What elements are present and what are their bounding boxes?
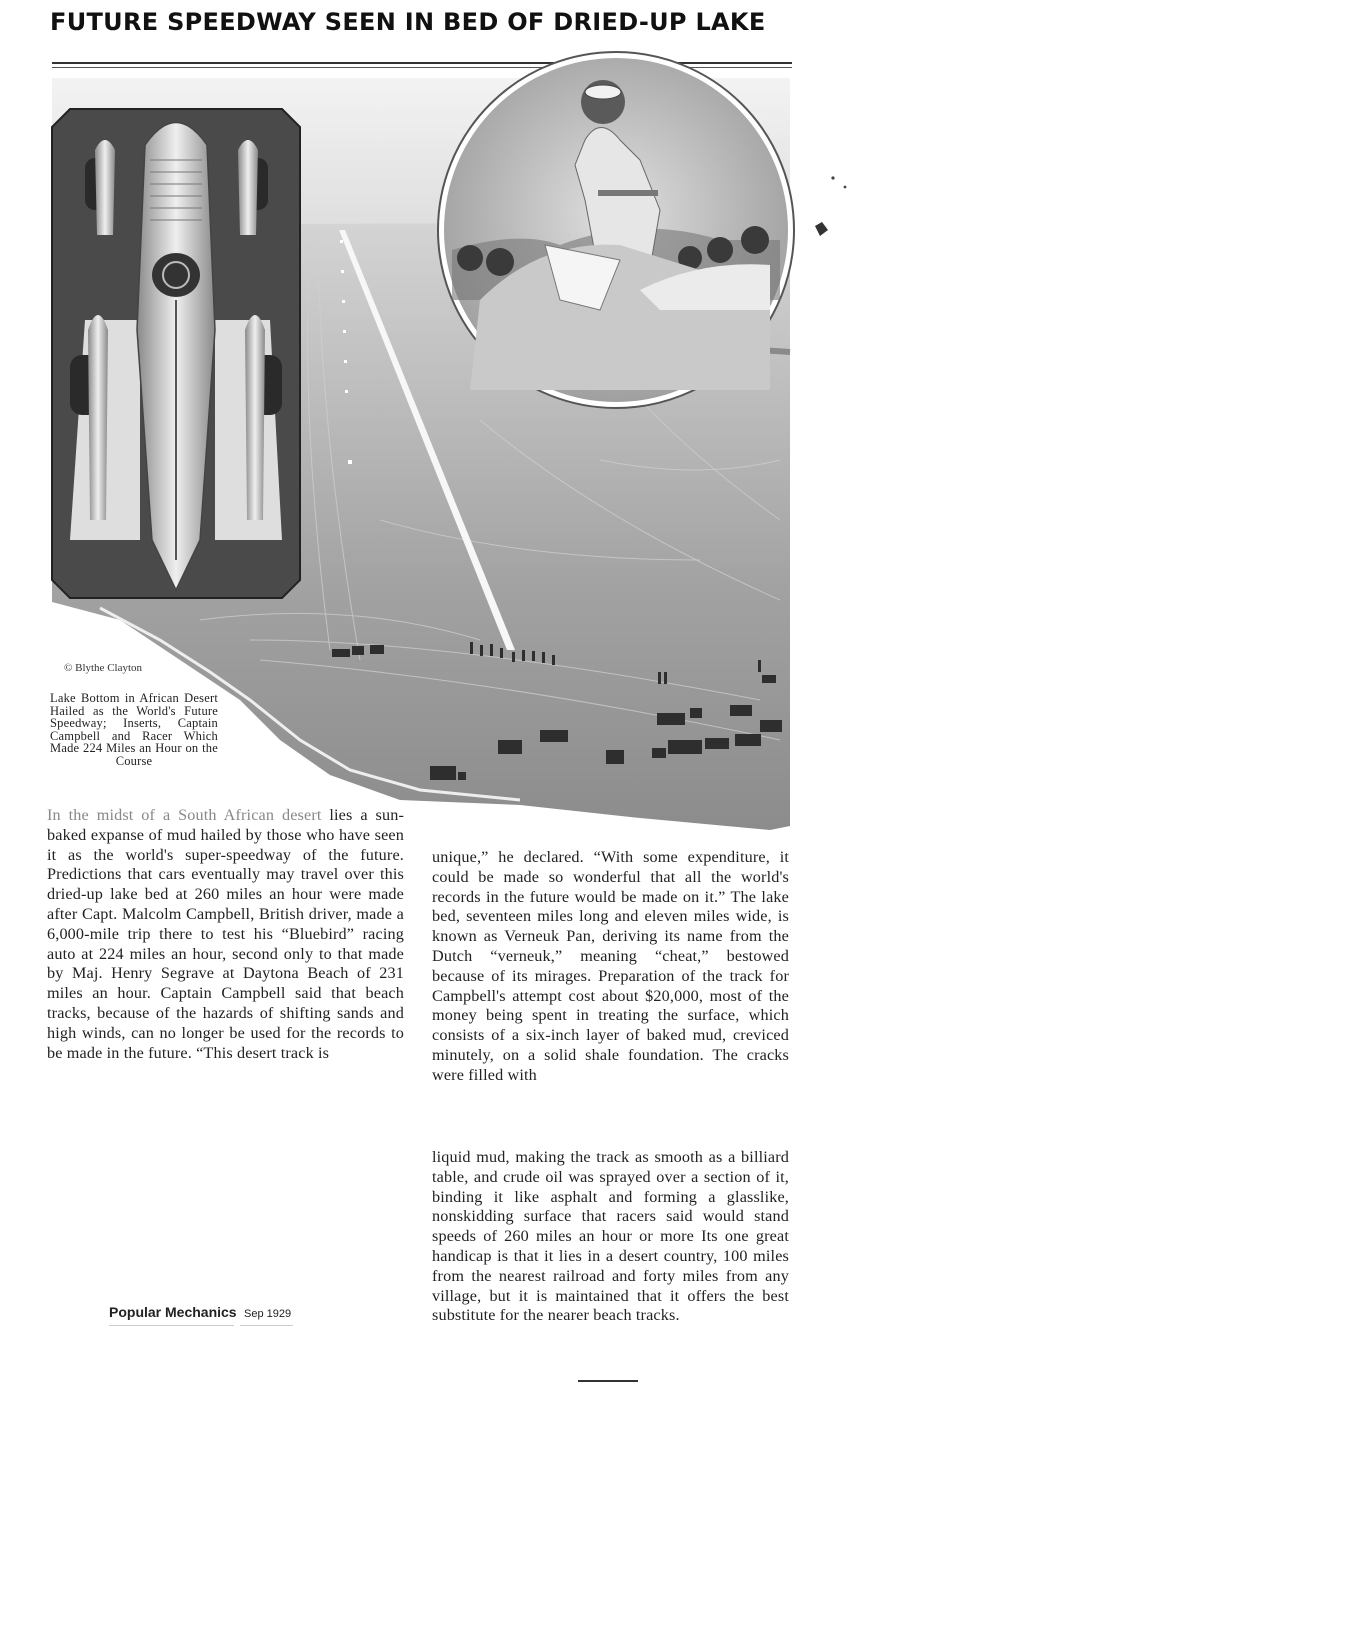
publication-name: Popular Mechanics xyxy=(109,1304,237,1320)
photo-caption: Lake Bottom in African Desert Hailed as the World's Future Speedway; Inserts, Captain Campbell and Racer Which Made 224 Miles an Hour on the Course xyxy=(50,691,218,768)
photo-credit: © Blythe Clayton xyxy=(64,662,143,674)
headline: FUTURE SPEEDWAY SEEN IN BED OF DRIED-UP LAKE xyxy=(50,8,766,36)
body-column-right-bottom: liquid mud, making the track as smooth as a billiard table, and crude oil was sprayed over a section of it, binding it like asphalt and forming a glasslike, nonskidding surface that racers said would stand speeds of 260 miles an hour or more Its one great handicap is that it lies in a desert country, 100 miles from the nearest railroad and forty miles from any village, but it is maintained that it offers the best substitute for the nearer beach tracks. xyxy=(432,1148,789,1325)
body-column-left xyxy=(47,806,404,1063)
racer-insert xyxy=(52,109,300,598)
publication-date: Sep 1929 xyxy=(244,1308,292,1320)
source-underline-date xyxy=(240,1325,293,1326)
driver-medallion xyxy=(438,52,794,408)
source-underline xyxy=(109,1325,234,1326)
body-column-right-top: unique,” he declared. “With some expenditure, it could be made so wonderful that all the world's records in the future would be made on it.” The lake bed, seventeen miles long and eleven miles wide, is known as Verneuk Pan, deriving its name from the Dutch “verneuk,” meaning “cheat,” bestowed because of its mirages. Preparation of the track for Campbell's attempt cost about $20,000, most of the money being spent in treating the surface, which consists of a six-inch layer of baked mud, creviced minutely, on a solid shale foundation. The cracks were filled with xyxy=(432,848,789,1084)
article-end-rule xyxy=(578,1380,638,1382)
lead-in: In the midst of a South African desert xyxy=(47,806,322,824)
source-citation xyxy=(109,1304,291,1322)
body-text-left: lies a sun-baked expanse of mud hailed by those who have seen it as the world's super-speedway of the future. Predictions that cars eventually may travel over this dried-up lake bed at 260 miles an hour were made after Capt. Malcolm Campbell, British driver, made a 6,000-mile trip there to test his “Bluebird” racing auto at 224 miles an hour, second only to that made by Maj. Henry Segrave at Daytona Beach of 231 miles an hour. Captain Campbell said that beach tracks, because of the hazards of shifting sands and high winds, can no longer be used for the records to be made in the future. “This desert track is xyxy=(47,806,404,1062)
